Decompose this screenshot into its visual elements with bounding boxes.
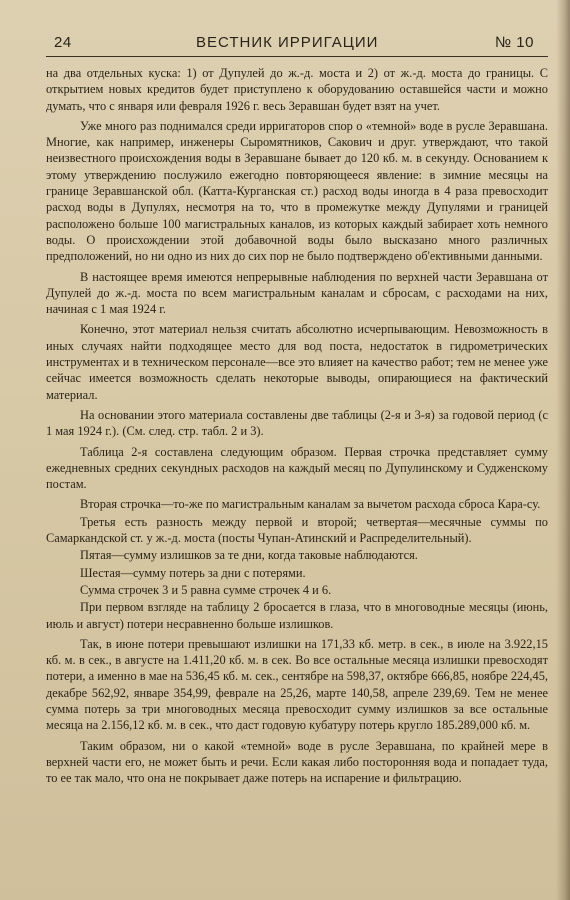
- running-header: [46, 34, 548, 54]
- body-text: [46, 65, 548, 786]
- paragraph: В настоящее время имеются непрерывные наблюдения по верхней части Зеравшана от Дупулей до ж.-д. моста по всем магистральным каналам и сбросам, с расходами на них, начиная с 1 мая 1924 г.: [46, 269, 548, 317]
- journal-title: ВЕСТНИК ИРРИГАЦИИ: [196, 34, 379, 51]
- paragraph: Так, в июне потери превышают излишки на 171,33 кб. метр. в сек., в июле на 3.922,15 кб. м. в сек., в августе на 1.411,20 кб. м. в сек. Во все остальные месяца излишки превосходят потери, а именно в мае на 536,45 кб. м. сек., сентябре на 598,37, октябре 666,85, ноябре 224,45, декабре 562,92, январе 354,99, феврале на 25,26, марте 140,58, апреле 239,69. Тем не менее сумма потерь за три многоводных месяца превосходит сумму излишков за все остальные месяца на 2.156,12 кб. м. в сек., что даст годовую кубатуру потерь кругло 185.289,000 кб. м.: [46, 636, 548, 733]
- paragraph: Сумма строчек 3 и 5 равна сумме строчек 4 и 6.: [80, 582, 332, 597]
- paragraph: При первом взгляде на таблицу 2 бросается в глаза, что в многоводные месяцы (июнь, июль и август) потери несравненно больше излишков.: [46, 600, 548, 631]
- paragraph: Конечно, этот материал нельзя считать абсолютно исчерпывающим. Невозможность в иных случаях найти подходящее место для вод поста, недостаток в гидрометрических инструментах и в техническом персонале—все это влияет на качество работ; тем не менее уже сейчас имеется возможность сделать некоторые выводы, опирающиеся на фактический материал.: [46, 322, 548, 402]
- paragraph: Третья есть разность между первой и второй; четвертая—месячные суммы по Самаркандской ст. у ж.-д. моста (посты Чупан-Атинский и Распределительный).: [46, 514, 548, 546]
- page-spine-shadow: [556, 0, 570, 900]
- paragraph: Таким образом, ни о какой «темной» воде в русле Зеравшана, по крайней мере в верхней части его, не может быть и речи. Если какая либо посторонняя вода и попадает туда, то ее так мало, что она не покрывает даже потерь на испарение и фильтрацию.: [46, 738, 548, 786]
- paragraph: Пятая—сумму излишков за те дни, когда таковые наблюдаются.: [80, 548, 418, 563]
- paragraph: Уже много раз поднимался среди ирригаторов спор о «темной» воде в русле Зеравшана. Многие, как например, инженеры Сыромятников, Сакович и друг. утверждают, что такой неизвестного происхождения воды в Зеравшане бывает до 120 кб. м. в секунду. Основанием к этому утверждению послужило ежегодно повторяющееся явление: в зимние месяцы на границе Зеравшанской обл. (Катта-Курганская ст.) расход воды иногда в 4 раза превосходит расход воды в Дупулях, несмотря на то, что в промежутке между Дупулями и границей расположено больше 100 магистральных каналов, из которых каждый забирает хоть немного воды. О происхождении этой добавочной воды было высказано много различных предположений, но ни одно из них до сих пор не было подтверждено об'ективными данными.: [46, 118, 548, 264]
- paragraph: на два отдельных куска: 1) от Дупулей до ж.-д. моста и 2) от ж.-д. моста до границы. С открытием новых кредитов будет приступлено к оборудованию оставшейся части и можно думать, что с января или февраля 1926 г. весь Зеравшан будет взят на учет.: [46, 66, 548, 113]
- page-number: 24: [54, 34, 72, 51]
- paragraph: Вторая строчка—то-же по магистральным каналам за вычетом расхода сброса Кара-су.: [80, 497, 541, 512]
- paragraph: Таблица 2-я составлена следующим образом. Первая строчка представляет сумму ежедневных средних секундных расходов на каждый месяц по Дупулинскому и Судженскому постам.: [46, 444, 548, 492]
- issue-number: № 10: [495, 34, 534, 51]
- paragraph: Шестая—сумму потерь за дни с потерями.: [80, 565, 306, 580]
- paragraph: На основании этого материала составлены две таблицы (2-я и 3-я) за годовой период (с 1 мая 1924 г.). (См. след. стр. табл. 2 и 3).: [46, 407, 548, 439]
- header-rule: [46, 56, 548, 57]
